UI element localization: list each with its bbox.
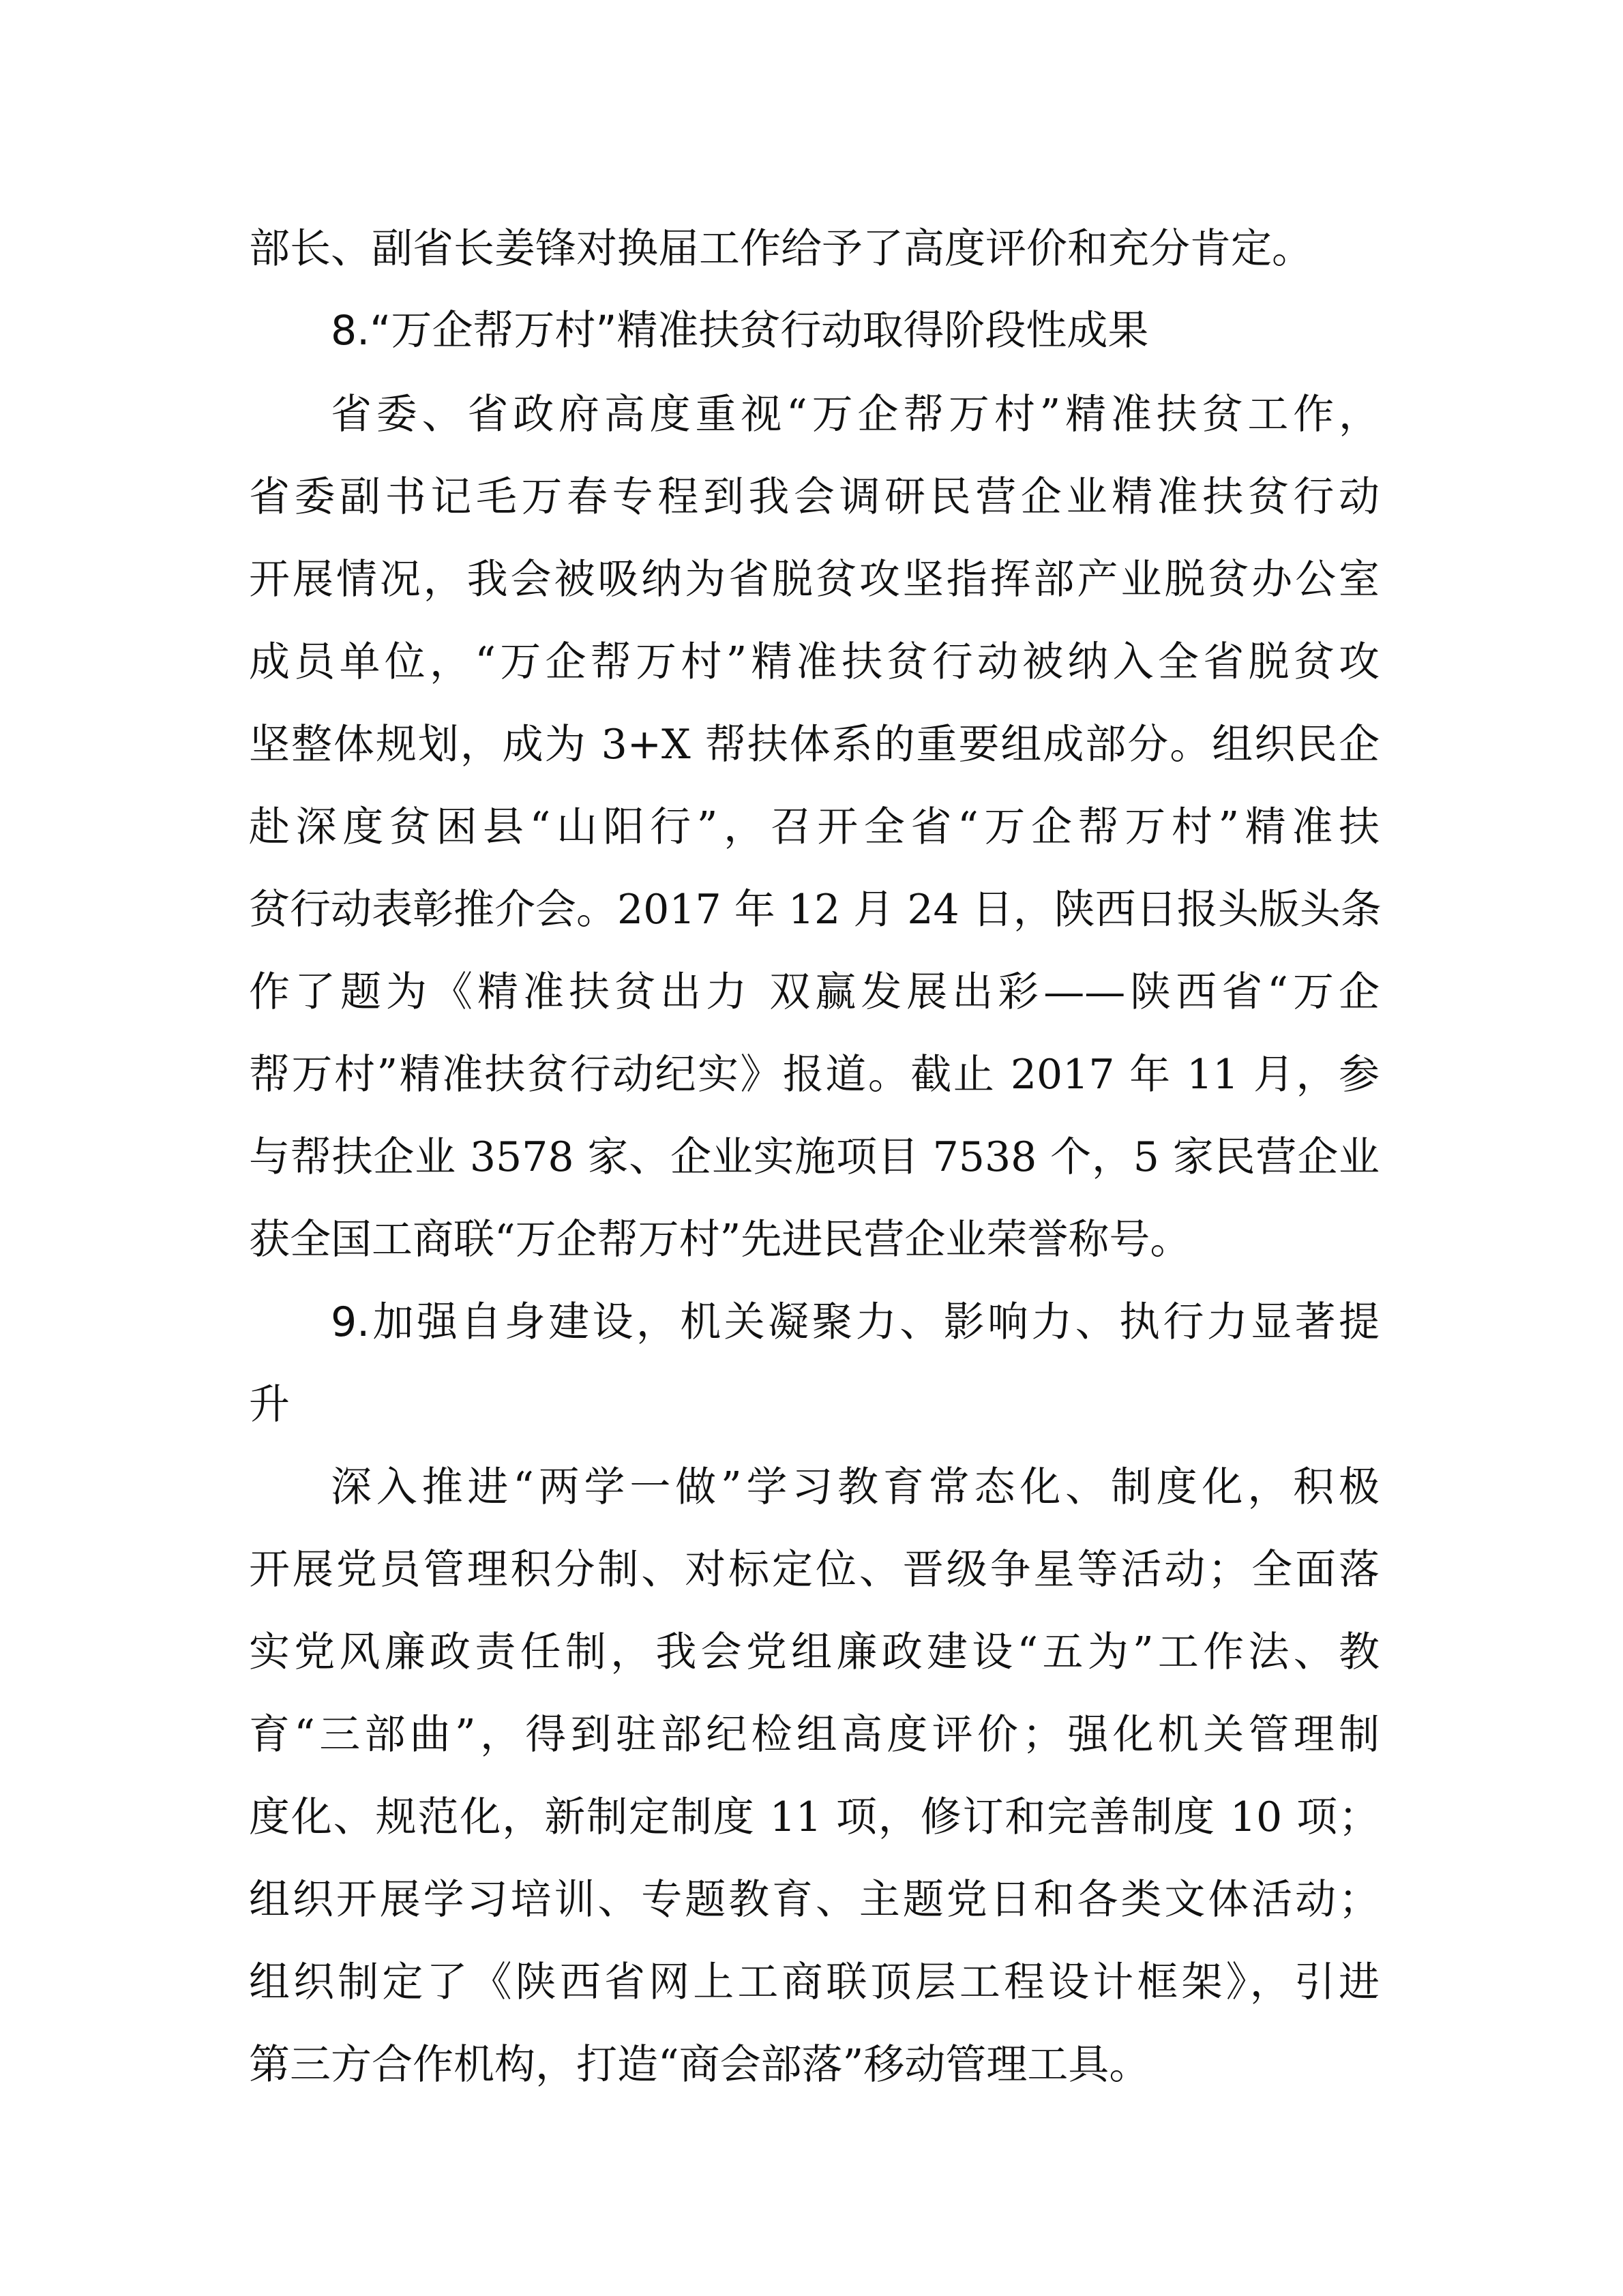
- paragraph-line: 帮万村”精准扶贫行动纪实》报道。截止 2017 年 11 月，参: [249, 1051, 1380, 1099]
- paragraph-line: 部长、副省长姜锋对换届工作给予了高度评价和充分肯定。: [249, 225, 1313, 273]
- paragraph-line: 第三方合作机构，打造“商会部落”移动管理工具。: [249, 2041, 1150, 2089]
- paragraph-line: 坚整体规划，成为 3+X 帮扶体系的重要组成部分。组织民企: [249, 721, 1380, 769]
- paragraph-line: 省委副书记毛万春专程到我会调研民营企业精准扶贫行动: [249, 473, 1380, 521]
- paragraph-line: 贫行动表彰推介会。2017 年 12 月 24 日，陕西日报头版头条: [249, 886, 1382, 934]
- paragraph-line: 实党风廉政责任制，我会党组廉政建设“五为”工作法、教: [249, 1628, 1380, 1676]
- paragraph-line: 获全国工商联“万企帮万村”先进民营企业荣誉称号。: [249, 1216, 1191, 1264]
- paragraph-line: 开展情况，我会被吸纳为省脱贫攻坚指挥部产业脱贫办公室: [249, 556, 1380, 603]
- paragraph-line: 作了题为《精准扶贫出力 双赢发展出彩——陕西省“万企: [249, 968, 1380, 1016]
- paragraph-line: 组织开展学习培训、专题教育、主题党日和各类文体活动；: [249, 1876, 1380, 1924]
- section-heading-8: 8.“万企帮万村”精准扶贫行动取得阶段性成果: [331, 307, 1149, 355]
- section-heading-9: 9.加强自身建设，机关凝聚力、影响力、执行力显著提: [331, 1298, 1380, 1346]
- paragraph-line: 成员单位，“万企帮万村”精准扶贫行动被纳入全省脱贫攻: [249, 638, 1380, 686]
- paragraph-line: 育“三部曲”，得到驻部纪检组高度评价；强化机关管理制: [249, 1711, 1380, 1759]
- paragraph-line: 度化、规范化，新制定制度 11 项，修订和完善制度 10 项；: [249, 1793, 1380, 1841]
- paragraph-line: 开展党员管理积分制、对标定位、晋级争星等活动；全面落: [249, 1546, 1380, 1594]
- section-heading-9-continued: 升: [249, 1381, 290, 1429]
- paragraph-line: 与帮扶企业 3578 家、企业实施项目 7538 个，5 家民营企业: [249, 1133, 1380, 1181]
- paragraph-line: 深入推进“两学一做”学习教育常态化、制度化，积极: [331, 1463, 1380, 1511]
- paragraph-line: 赴深度贫困县“山阳行”，召开全省“万企帮万村”精准扶: [249, 803, 1380, 851]
- paragraph-line: 省委、省政府高度重视“万企帮万村”精准扶贫工作，: [331, 391, 1380, 438]
- paragraph-line: 组织制定了《陕西省网上工商联顶层工程设计框架》，引进: [249, 1958, 1380, 2006]
